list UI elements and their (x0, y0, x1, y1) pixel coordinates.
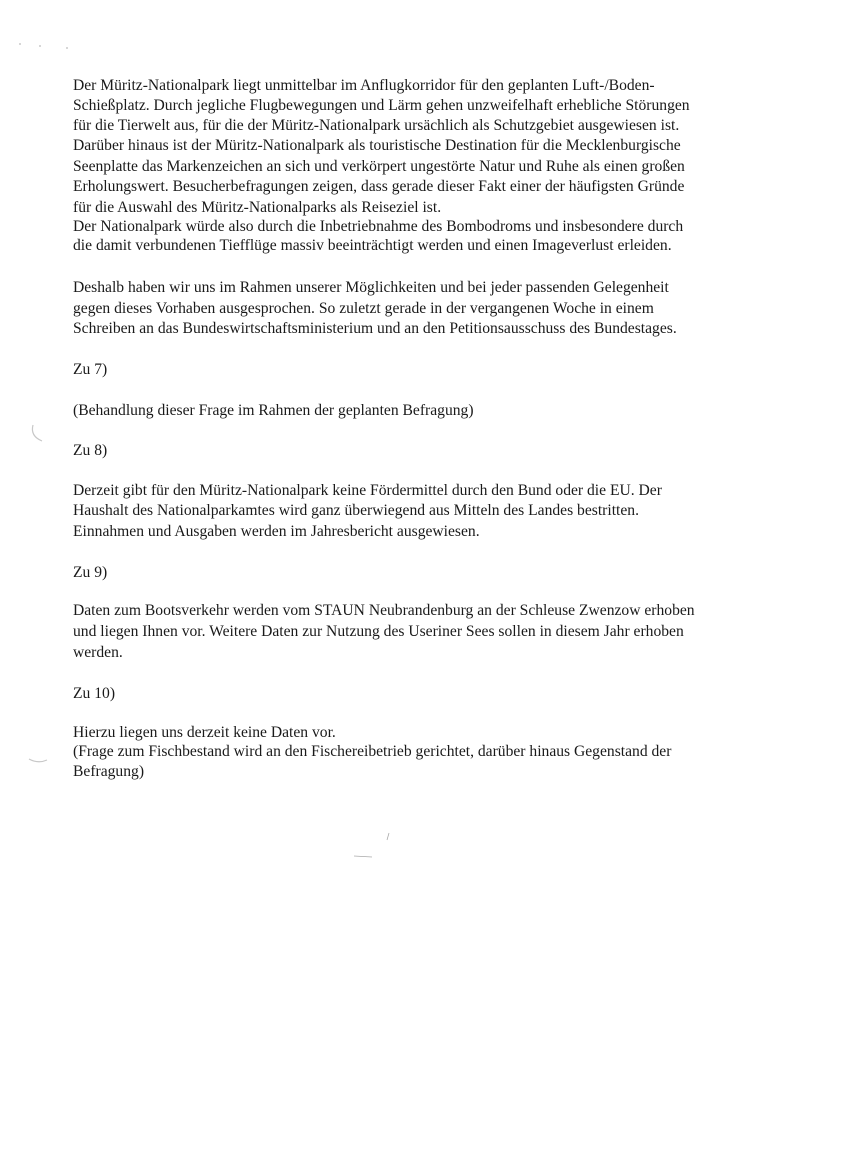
punch-mark-lower (29, 759, 47, 762)
punch-mark-upper (32, 425, 42, 441)
answer-8-line-2: Haushalt des Nationalparkamtes wird ganz überwiegend aus Mitteln des Landes bestritten. (73, 502, 639, 519)
speck-center (354, 833, 389, 857)
answer-10-line-3: Befragung) (73, 763, 145, 780)
paragraph-1-line-8: Der Nationalpark würde also durch die Inbetriebnahme des Bombodroms und insbesondere durch (73, 218, 684, 235)
paragraph-1-line-4: Darüber hinaus ist der Müritz-Nationalpark als touristische Destination für die Mecklenburgische (73, 137, 681, 154)
heading-zu-8: Zu 8) (73, 442, 108, 459)
paragraph-1-line-1: Der Müritz-Nationalpark liegt unmittelbar im Anflugkorridor für den geplanten Luft-/Boden- (73, 77, 655, 94)
answer-8-line-3: Einnahmen und Ausgaben werden im Jahresbericht ausgewiesen. (73, 523, 480, 540)
paragraph-1-line-5: Seenplatte das Markenzeichen an sich und verkörpert ungestörte Natur und Ruhe als einen großen (73, 158, 685, 175)
paragraph-1-line-2: Schießplatz. Durch jegliche Flugbewegungen und Lärm gehen unzweifelhaft erhebliche Störungen (73, 97, 690, 114)
paragraph-2-line-2: gegen dieses Vorhaben ausgesprochen. So zuletzt gerade in der vergangenen Woche in einem (73, 300, 654, 317)
answer-9-line-2: und liegen Ihnen vor. Weitere Daten zur Nutzung des Useriner Sees sollen in diesem Jahr erhoben (73, 623, 684, 640)
paragraph-1-line-9: die damit verbundenen Tiefflüge massiv beeinträchtigt werden und einen Imageverlust erleiden. (73, 237, 672, 254)
answer-10-line-2: (Frage zum Fischbestand wird an den Fischereibetrieb gerichtet, darüber hinaus Gegenstand der (73, 743, 672, 760)
paragraph-1-line-7: für die Auswahl des Müritz-Nationalparks als Reiseziel ist. (73, 199, 442, 216)
paragraph-1-line-3: für die Tierwelt aus, für die der Müritz-Nationalpark ursächlich als Schutzgebiet ausgewiesen ist. (73, 117, 680, 134)
answer-9-line-3: werden. (73, 644, 123, 661)
speck-top-left (19, 43, 68, 49)
heading-zu-10: Zu 10) (73, 685, 116, 702)
answer-9-line-1: Daten zum Bootsverkehr werden vom STAUN Neubrandenburg an der Schleuse Zwenzow erhoben (73, 602, 695, 619)
answer-7-line-1: (Behandlung dieser Frage im Rahmen der geplanten Befragung) (73, 402, 474, 419)
answer-8-line-1: Derzeit gibt für den Müritz-Nationalpark keine Fördermittel durch den Bund oder die EU. Der (73, 482, 662, 499)
answer-10-line-1: Hierzu liegen uns derzeit keine Daten vor. (73, 724, 336, 741)
heading-zu-9: Zu 9) (73, 564, 108, 581)
paragraph-2-line-1: Deshalb haben wir uns im Rahmen unserer Möglichkeiten und bei jeder passenden Gelegenheit (73, 279, 669, 296)
paragraph-1-line-6: Erholungswert. Besucherbefragungen zeigen, dass gerade dieser Fakt einer der häufigsten Gründe (73, 178, 685, 195)
paragraph-2-line-3: Schreiben an das Bundeswirtschaftsministerium und an den Petitionsausschuss des Bundestages. (73, 320, 677, 337)
heading-zu-7: Zu 7) (73, 361, 108, 378)
